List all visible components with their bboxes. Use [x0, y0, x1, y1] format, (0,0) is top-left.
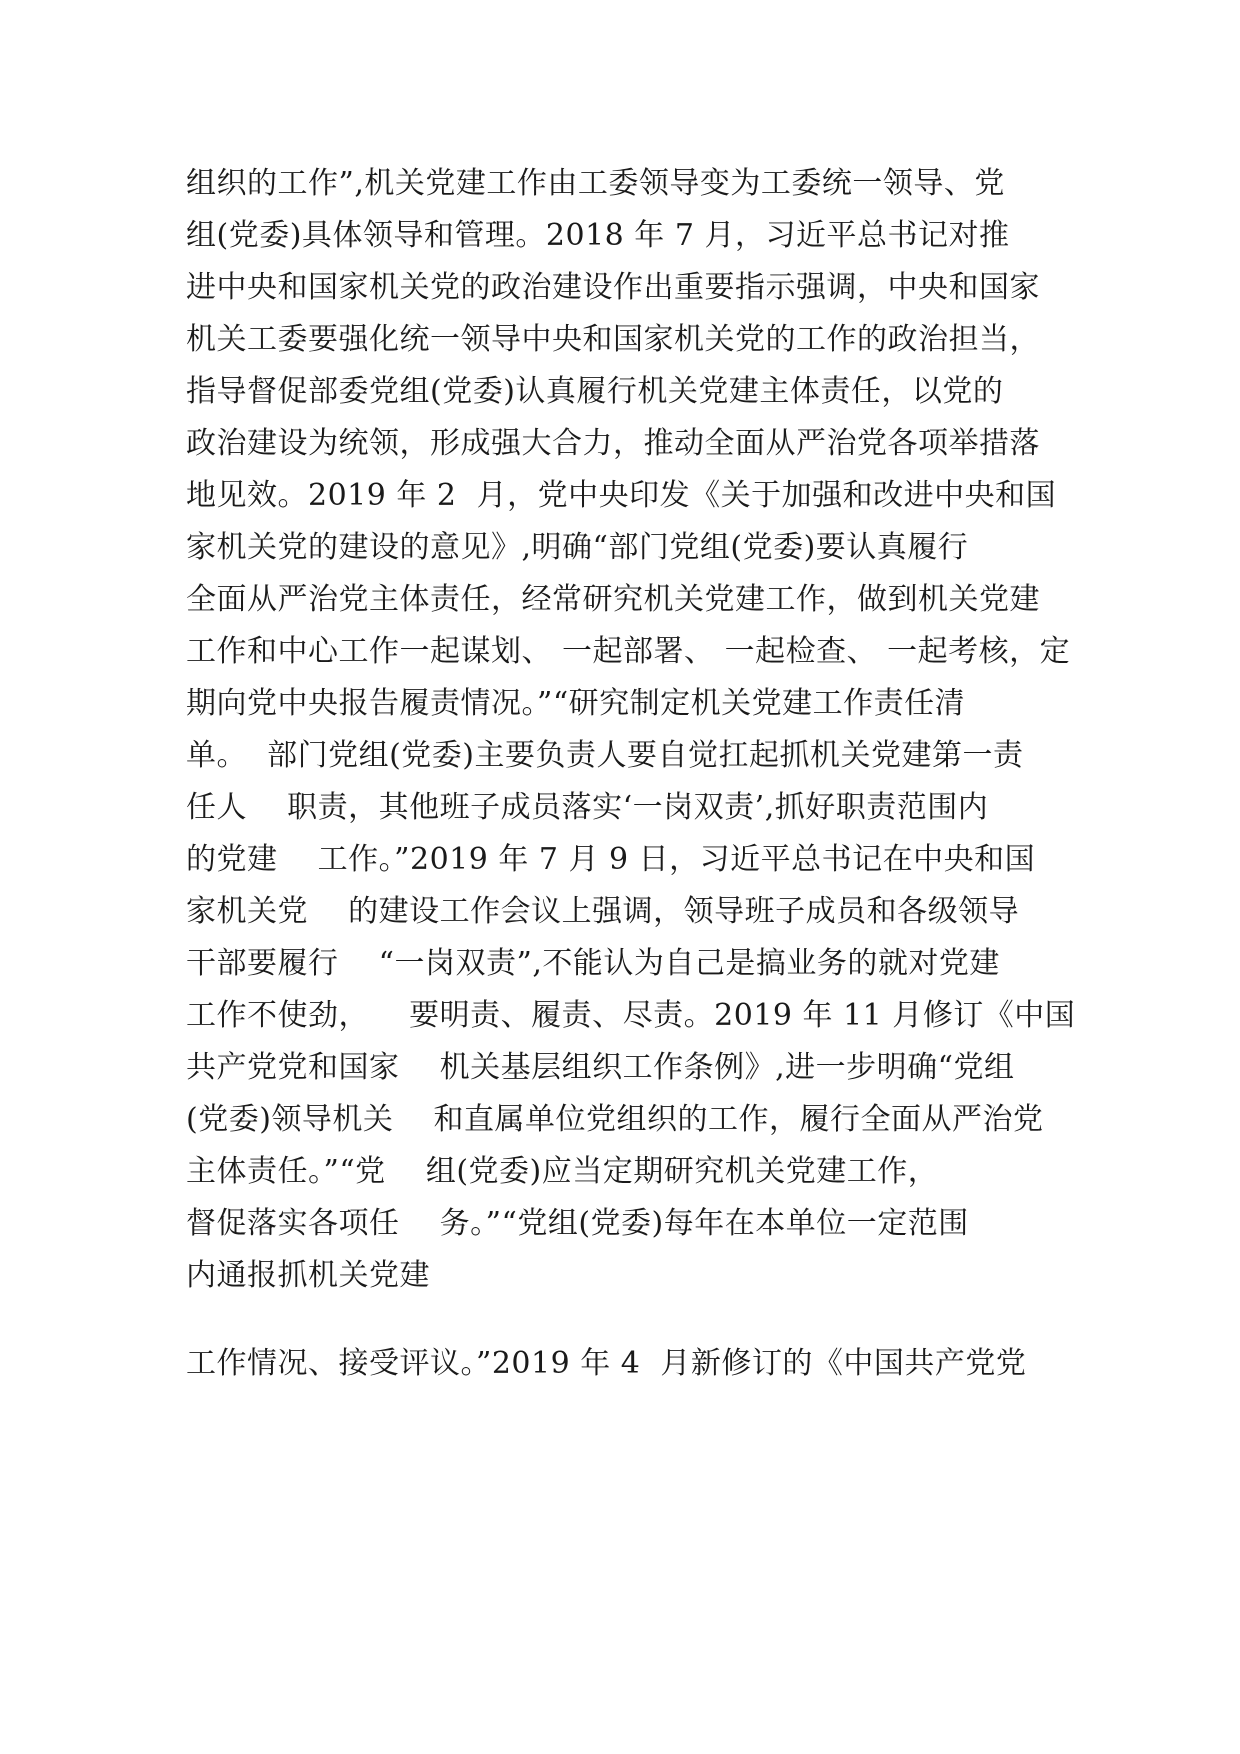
paragraph-line: 期向党中央报告履责情况。”“研究制定机关党建工作责任清 [186, 686, 966, 721]
paragraph-line: 单。 部门党组(党委)主要负责人要自觉扛起抓机关党建第一责 [186, 738, 1024, 773]
body-text [186, 158, 1086, 1390]
paragraph-line: 组织的工作”,机关党建工作由工委领导变为工委统一领导、党 [186, 166, 1005, 201]
paragraph-line: 共产党党和国家 机关基层组织工作条例》,进一步明确“党组 [186, 1050, 1015, 1085]
paragraph-line: 任人 职责，其他班子成员落实‘一岗双责’,抓好职责范围内 [186, 790, 989, 825]
paragraph-line: 工作不使劲， 要明责、履责、尽责。2019 年 11 月修订《中国 [186, 998, 1076, 1033]
paragraph-line: 政治建设为统领，形成强大合力，推动全面从严治党各项举措落 [186, 426, 1040, 461]
paragraph-line: 机关工委要强化统一领导中央和国家机关党的工作的政治担当， [186, 322, 1040, 357]
paragraph-line: 主体责任。”“党 组(党委)应当定期研究机关党建工作， [186, 1154, 939, 1189]
paragraph-line: 进中央和国家机关党的政治建设作出重要指示强调，中央和国家 [186, 270, 1040, 305]
paragraph-gap [186, 1302, 1086, 1338]
paragraph-line: 地见效。2019 年 2 月，党中央印发《关于加强和改进中央和国 [186, 478, 1057, 513]
paragraph-line: 干部要履行 “一岗双责”,不能认为自己是搞业务的就对党建 [186, 946, 1000, 981]
paragraph-line: 工作和中心工作一起谋划、 一起部署、 一起检查、 一起考核，定 [186, 634, 1071, 669]
paragraph-line: 督促落实各项任 务。”“党组(党委)每年在本单位一定范围 [186, 1206, 969, 1241]
paragraph-line: 组(党委)具体领导和管理。2018 年 7 月，习近平总书记对推 [186, 218, 1010, 253]
paragraph-line: 指导督促部委党组(党委)认真履行机关党建主体责任，以党的 [186, 374, 1004, 409]
paragraph-line: 家机关党的建设的意见》,明确“部门党组(党委)要认真履行 [186, 530, 969, 565]
paragraph-line: 全面从严治党主体责任，经常研究机关党建工作，做到机关党建 [186, 582, 1040, 617]
paragraph-line: (党委)领导机关 和直属单位党组织的工作，履行全面从严治党 [186, 1102, 1044, 1137]
paragraph-line: 家机关党 的建设工作会议上强调，领导班子成员和各级领导 [186, 894, 1020, 929]
paragraph-line: 的党建 工作。”2019 年 7 月 9 日，习近平总书记在中央和国 [186, 842, 1036, 877]
paragraph-line: 工作情况、接受评议。”2019 年 4 月新修订的《中国共产党党 [186, 1346, 1027, 1381]
paragraph-line: 内通报抓机关党建 [186, 1258, 430, 1293]
